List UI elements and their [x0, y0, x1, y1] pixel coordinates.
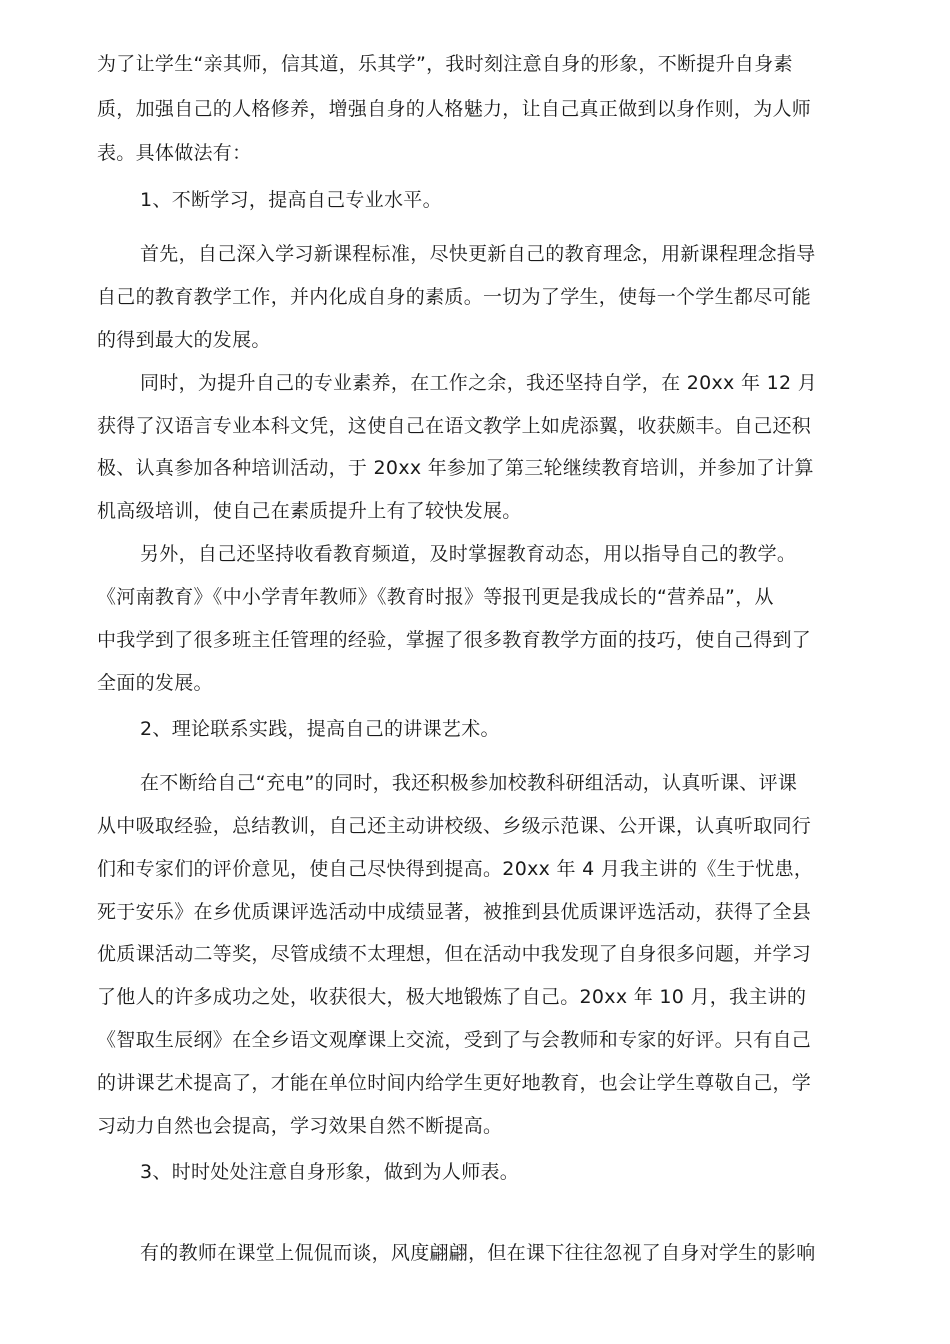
- paragraph-line: 获得了汉语言专业本科文凭，这使自己在语文教学上如虎添翼，收获颇丰。自己还积: [97, 415, 812, 437]
- paragraph-line: 们和专家们的评价意见，使自己尽快得到提高。20xx 年 4 月我主讲的《生于忧患，: [97, 858, 814, 880]
- paragraph-line: 极、认真参加各种培训活动，于 20xx 年参加了第三轮继续教育培训，并参加了计算: [97, 457, 814, 479]
- paragraph-line: 中我学到了很多班主任管理的经验，掌握了很多教育教学方面的技巧，使自己得到了: [97, 629, 812, 651]
- paragraph-line: 在不断给自己“充电”的同时，我还积极参加校教科研组活动，认真听课、评课: [140, 772, 798, 794]
- section-heading: 1、不断学习，提高自己专业水平。: [140, 189, 442, 211]
- paragraph-line: 《智取生辰纲》在全乡语文观摩课上交流，受到了与会教师和专家的好评。只有自己: [97, 1029, 812, 1051]
- paragraph-line: 全面的发展。: [97, 672, 213, 694]
- paragraph-line: 质，加强自己的人格修养，增强自身的人格魅力，让自己真正做到以身作则，为人师: [97, 98, 812, 120]
- paragraph-line: 的讲课艺术提高了，才能在单位时间内给学生更好地教育，也会让学生尊敬自己，学: [97, 1072, 812, 1094]
- paragraph-line: 另外，自己还坚持收看教育频道，及时掌握教育动态，用以指导自己的教学。: [140, 543, 797, 565]
- paragraph-line: 《河南教育》《中小学青年教师》《教育时报》等报刊更是我成长的“营养品”，从: [97, 586, 774, 608]
- paragraph-line: 为了让学生“亲其师，信其道，乐其学”，我时刻注意自身的形象，不断提升自身素: [97, 53, 793, 75]
- paragraph-line: 习动力自然也会提高，学习效果自然不断提高。: [97, 1115, 503, 1137]
- section-heading: 2、理论联系实践，提高自己的讲课艺术。: [140, 718, 500, 740]
- section-heading: 3、时时处处注意自身形象，做到为人师表。: [140, 1161, 520, 1183]
- paragraph-line: 的得到最大的发展。: [97, 329, 271, 351]
- paragraph-line: 首先，自己深入学习新课程标准，尽快更新自己的教育理念，用新课程理念指导: [140, 243, 816, 265]
- paragraph-line: 从中吸取经验，总结教训，自己还主动讲校级、乡级示范课、公开课，认真听取同行: [97, 815, 812, 837]
- paragraph-line: 优质课活动二等奖，尽管成绩不太理想，但在活动中我发现了自身很多问题，并学习: [97, 943, 812, 965]
- paragraph-line: 自己的教育教学工作，并内化成自身的素质。一切为了学生，使每一个学生都尽可能: [97, 286, 812, 308]
- paragraph-line: 同时，为提升自己的专业素养，在工作之余，我还坚持自学，在 20xx 年 12 月: [140, 372, 818, 394]
- paragraph-line: 有的教师在课堂上侃侃而谈，风度翩翩，但在课下往往忽视了自身对学生的影响: [140, 1242, 816, 1264]
- paragraph-line: 了他人的许多成功之处，收获很大，极大地锻炼了自己。20xx 年 10 月，我主讲的: [97, 986, 807, 1008]
- paragraph-line: 死于安乐》在乡优质课评选活动中成绩显著，被推到县优质课评选活动，获得了全县: [97, 901, 812, 923]
- paragraph-line: 机高级培训，使自己在素质提升上有了较快发展。: [97, 500, 522, 522]
- paragraph-line: 表。具体做法有：: [97, 142, 252, 164]
